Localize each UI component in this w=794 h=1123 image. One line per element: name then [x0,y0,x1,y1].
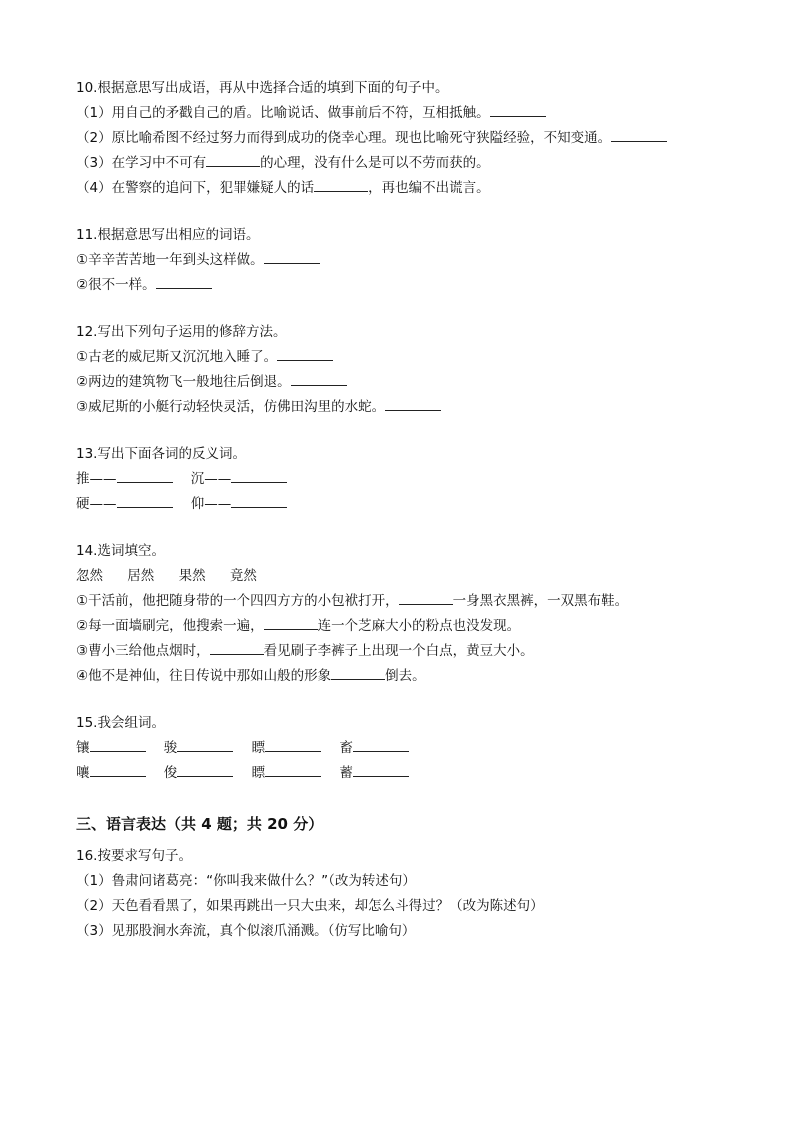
word-label: 推—— [76,471,117,487]
word-label: 沉—— [190,471,232,487]
item-text: 的心理，没有什么是可以不劳而获的。 [260,155,490,171]
question-14 [76,539,716,689]
answer-blank[interactable] [231,493,287,508]
answer-blank[interactable] [231,468,287,483]
answer-blank[interactable] [331,665,385,680]
item-text: 倒去。 [385,668,426,684]
answer-blank[interactable] [265,737,321,752]
item-text: 一身黑衣黑裤，一双黑布鞋。 [452,593,629,609]
item-text: ④他不是神仙，往日传说中那如山般的形象 [76,668,332,684]
answer-blank[interactable] [353,762,409,777]
char-pair [76,761,146,786]
answer-blank[interactable] [490,102,546,117]
question-14-item-1 [76,589,716,614]
antonym-row-1 [76,467,716,492]
antonym-row-2 [76,492,716,517]
section-3-title: 三、语言表达（共 4 题；共 20 分） [76,815,324,833]
item-text: （4）在警察的追问下，犯罪嫌疑人的话 [76,180,315,196]
item-text: （2）原比喻希图不经过努力而得到成功的侥幸心理。现也比喻死守狭隘经验，不知变通。 [76,130,612,146]
item-text: ，再也编不出谎言。 [368,180,490,196]
char-pair [252,736,322,761]
char-pair [76,736,146,761]
word-option: 果然 [178,568,206,584]
word-group-row-1 [76,736,716,761]
answer-blank[interactable] [117,468,173,483]
answer-blank[interactable] [385,396,441,411]
item-text: ③威尼斯的小艇行动轻快灵活，仿佛田沟里的水蛇。 [76,399,386,415]
question-13 [76,442,716,517]
question-11-title: 11.根据意思写出相应的词语。 [76,227,260,243]
answer-blank[interactable] [264,249,320,264]
question-10 [76,76,716,201]
question-14-item-2 [76,614,716,639]
question-16-title: 16.按要求写句子。 [76,848,192,864]
item-text: ①古老的威尼斯又沉沉地入睡了。 [76,349,278,365]
answer-blank[interactable] [210,640,264,655]
item-text: （1）用自己的矛戳自己的盾。比喻说话、做事前后不符，互相抵触。 [76,105,490,121]
answer-blank[interactable] [611,127,667,142]
item-text: ②两边的建筑物飞一般地往后倒退。 [76,374,291,390]
answer-blank[interactable] [206,152,260,167]
answer-blank[interactable] [177,762,233,777]
question-10-item-3 [76,151,716,176]
word-label: 硬—— [76,496,117,512]
antonym-pair [191,492,288,517]
char-pair [164,736,234,761]
char-pair [339,736,409,761]
answer-blank[interactable] [90,762,146,777]
question-12 [76,320,716,420]
word-label: 仰—— [190,496,232,512]
item-text: ②每一面墙刷完，他搜索一遍， [76,618,264,634]
question-16-item-2: （2）天色看看黑了，如果再跳出一只大虫来，却怎么斗得过？（改为陈述句） [76,898,544,914]
question-11 [76,223,716,298]
question-15 [76,711,716,786]
question-12-item-3 [76,395,716,420]
question-16 [76,844,716,944]
question-16-item-1: （1）鲁肃问诸葛亮：“你叫我来做什么？”（改为转述句） [76,873,416,889]
word-options [76,564,716,589]
char-pair [339,761,409,786]
char-label: 俊 [163,765,178,781]
antonym-pair [191,467,288,492]
word-group-row-2 [76,761,716,786]
word-option: 居然 [127,568,155,584]
answer-blank[interactable] [117,493,173,508]
answer-blank[interactable] [90,737,146,752]
question-16-item-3: （3）见那股涧水奔流，真个似滚爪涌溅。（仿写比喻句） [76,923,416,939]
question-12-item-1 [76,345,716,370]
question-14-item-4 [76,664,716,689]
char-label: 嚷 [76,765,90,781]
item-text: （3）在学习中不可有 [76,155,207,171]
char-label: 蓄 [339,765,353,781]
question-11-item-1 [76,248,716,273]
question-14-item-3 [76,639,716,664]
answer-blank[interactable] [156,274,212,289]
question-11-item-2 [76,273,716,298]
question-15-title: 15.我会组词。 [76,715,165,731]
answer-blank[interactable] [353,737,409,752]
question-10-item-4 [76,176,716,201]
word-option: 忽然 [76,568,103,584]
answer-blank[interactable] [291,371,347,386]
answer-blank[interactable] [177,737,233,752]
item-text: ①干活前，他把随身带的一个四四方方的小包袱打开， [76,593,399,609]
item-text: 连一个芝麻大小的粉点也没发现。 [317,618,521,634]
answer-blank[interactable] [314,177,368,192]
char-label: 骏 [163,740,178,756]
question-10-item-2 [76,126,716,151]
char-label: 瞟 [251,740,266,756]
question-12-title: 12.写出下列句子运用的修辞方法。 [76,324,287,340]
answer-blank[interactable] [264,615,318,630]
char-pair [164,761,234,786]
question-10-item-1 [76,101,716,126]
antonym-pair [76,492,173,517]
question-12-item-2 [76,370,716,395]
char-label: 畜 [339,740,353,756]
answer-blank[interactable] [399,590,453,605]
worksheet-page [76,76,716,966]
char-label: 瞟 [251,765,266,781]
question-13-title: 13.写出下面各词的反义词。 [76,446,246,462]
word-option: 竟然 [229,568,257,584]
answer-blank[interactable] [277,346,333,361]
item-text: ①辛辛苦苦地一年到头这样做。 [76,252,264,268]
answer-blank[interactable] [265,762,321,777]
item-text: 看见刷子李裤子上出现一个白点，黄豆大小。 [263,643,534,659]
char-pair [252,761,322,786]
question-14-title: 14.选词填空。 [76,543,165,559]
question-10-title: 10.根据意思写出成语，再从中选择合适的填到下面的句子中。 [76,80,449,96]
char-label: 镶 [76,740,90,756]
item-text: ②很不一样。 [76,277,156,293]
antonym-pair [76,467,173,492]
item-text: ③曹小三给他点烟时， [76,643,210,659]
